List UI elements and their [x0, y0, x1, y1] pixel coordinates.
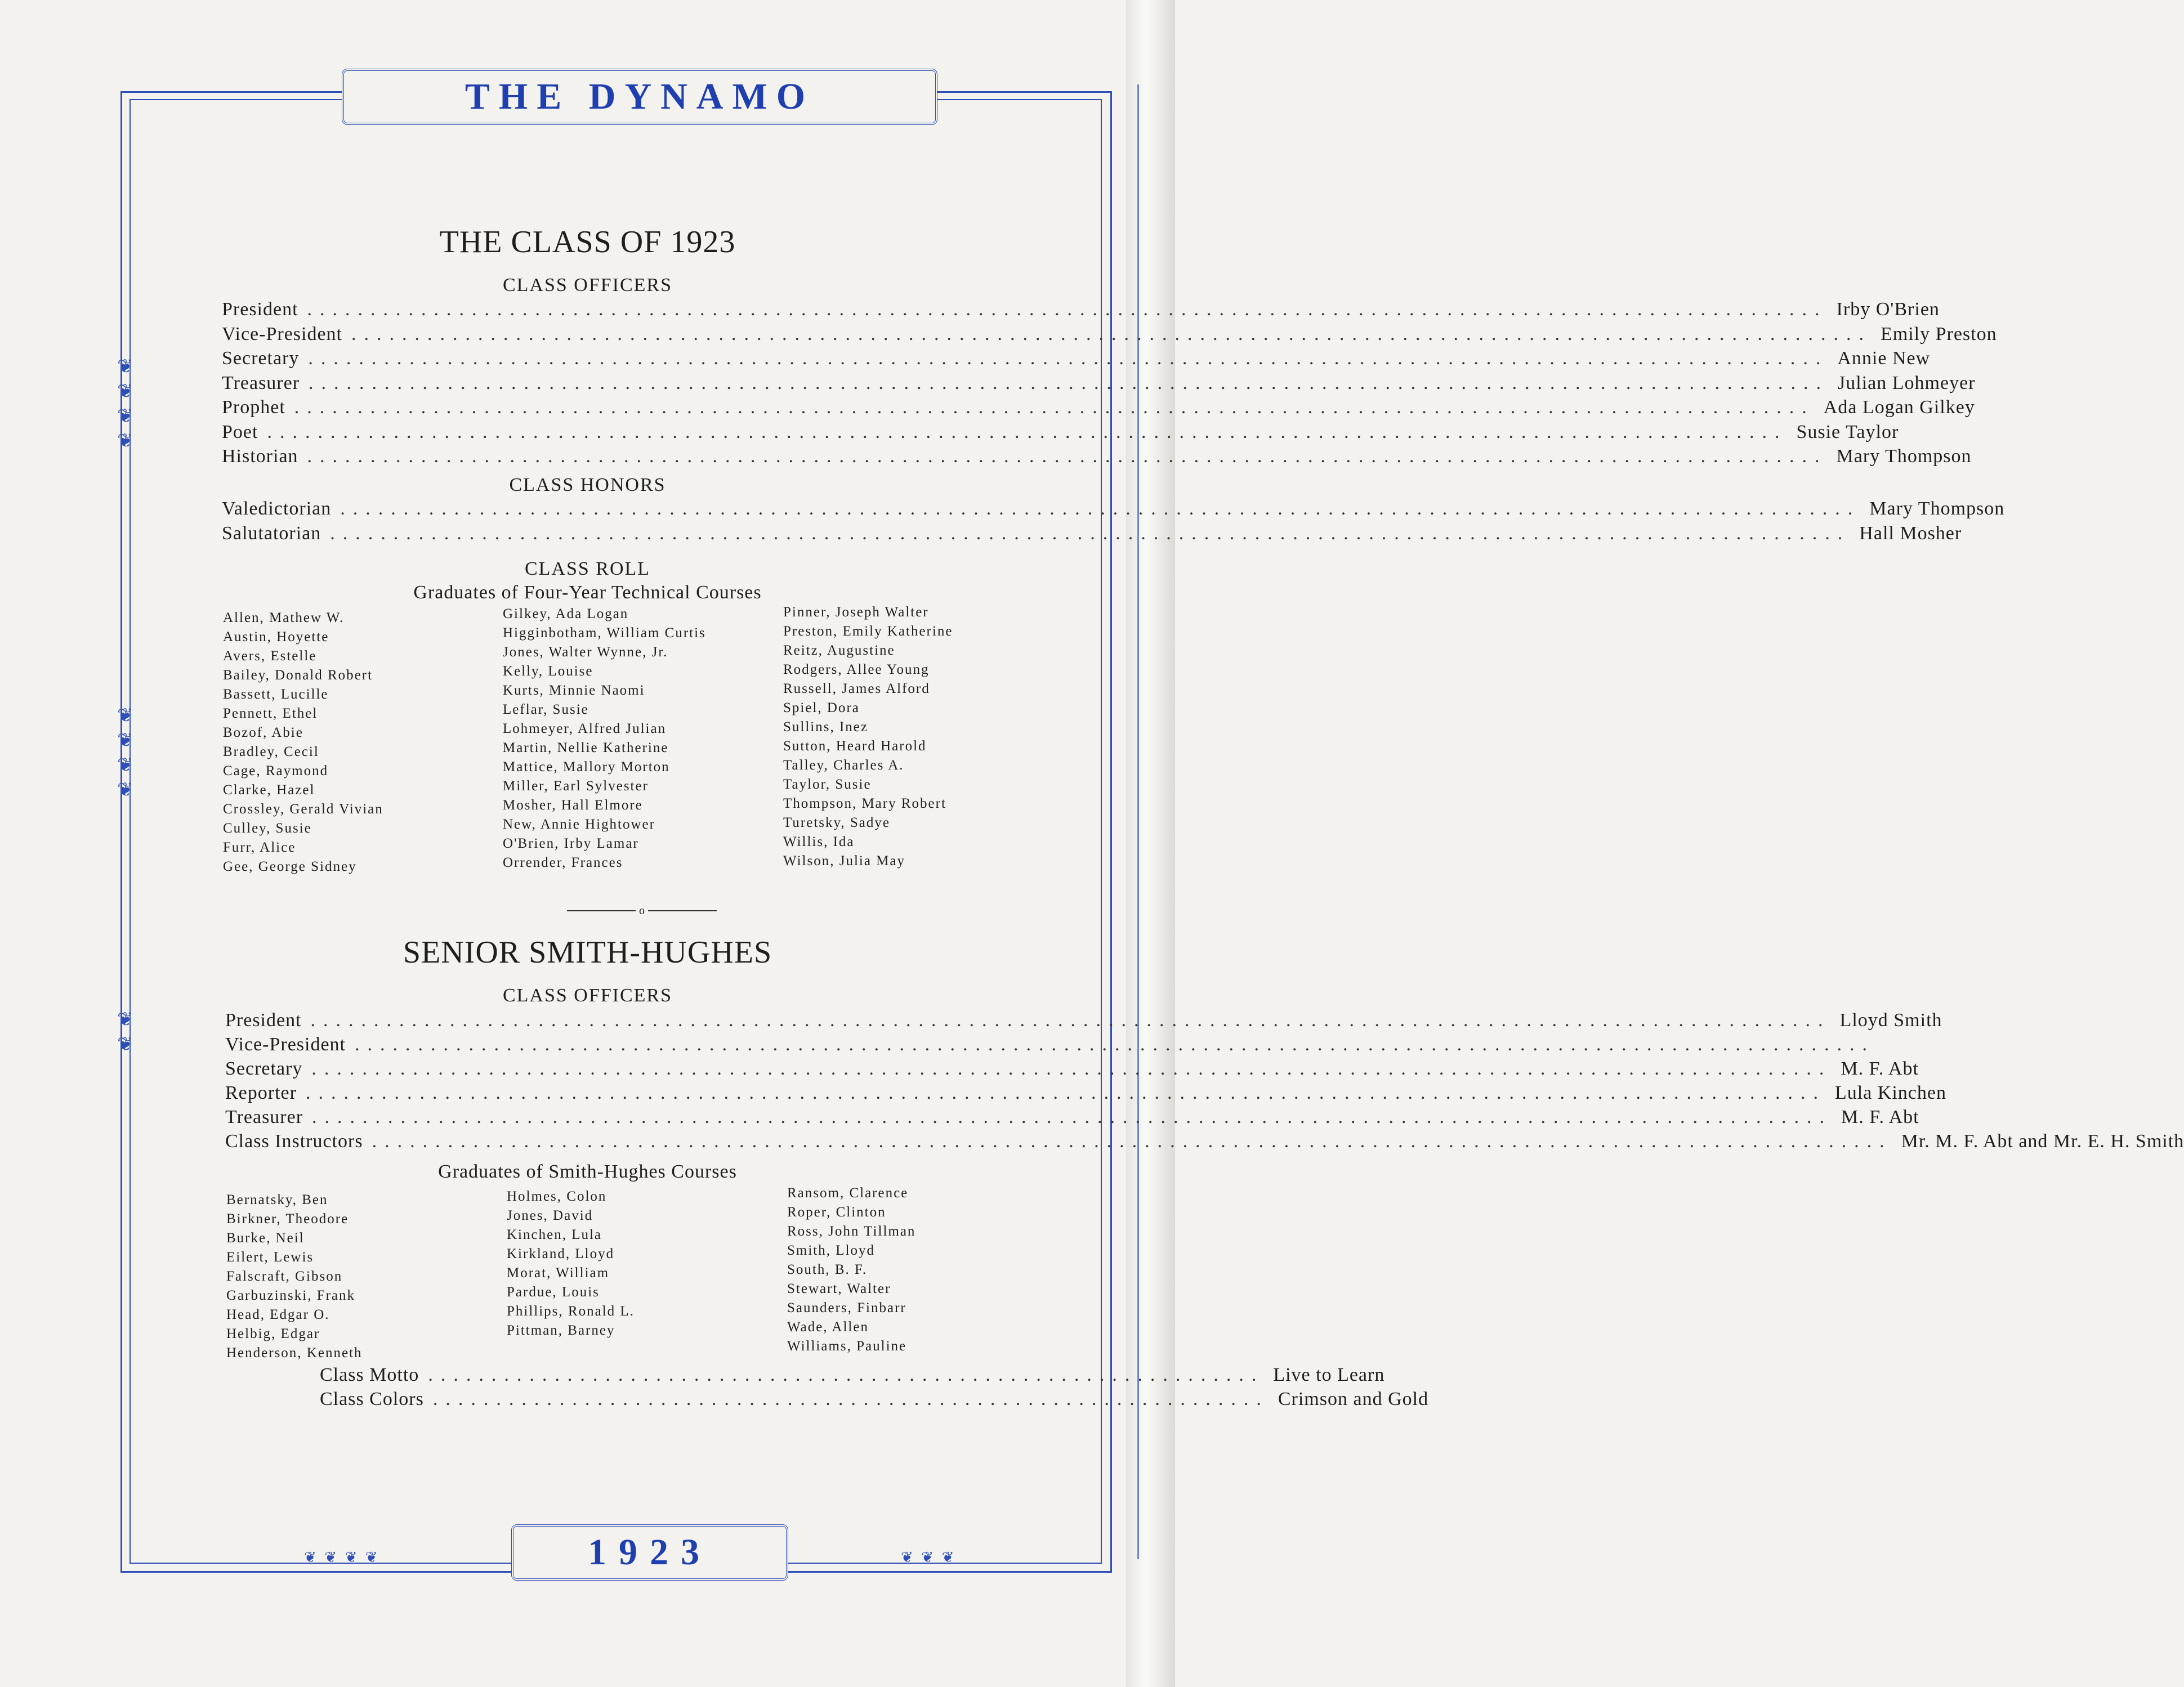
- class-roll-heading: CLASS ROLL: [524, 558, 651, 579]
- graduate-name: Pennett, Ethel: [223, 706, 318, 721]
- graduate-name: Sullins, Inez: [783, 719, 868, 735]
- graduate-name: Rodgers, Allee Young: [783, 662, 930, 677]
- sh-graduate-name: Saunders, Finbarr: [787, 1300, 906, 1315]
- sh-graduate-name: Ross, John Tillman: [787, 1224, 916, 1239]
- officer-row: Secretary ........................................................................................................................ Annie New: [222, 348, 1931, 369]
- graduate-name: Taylor, Susie: [783, 777, 872, 792]
- class-officers-heading: CLASS OFFICERS: [502, 275, 673, 296]
- sh-officer-row: Treasurer ........................................................................................................................ M. F. Abt: [225, 1107, 1919, 1127]
- sh-graduate-name: Phillips, Ronald L.: [507, 1304, 635, 1319]
- sh-officer-row: Vice-President ........................................................................................................................: [225, 1034, 1875, 1055]
- sh-graduate-name: South, B. F.: [787, 1262, 868, 1277]
- officer-name: Emily Preston: [1881, 323, 1997, 344]
- graduate-name: Bassett, Lucille: [223, 687, 329, 702]
- footer-year: 1923: [588, 1532, 712, 1573]
- graduate-name: Cage, Raymond: [223, 763, 329, 778]
- sh-officer-row: Reporter ........................................................................................................................ Lula Kinchen: [225, 1082, 1946, 1103]
- graduate-column: [223, 608, 383, 876]
- sh-graduate-name: Wade, Allen: [787, 1319, 869, 1335]
- sh-graduate-name: Falscraft, Gibson: [226, 1269, 343, 1284]
- sh-graduate-name: Helbig, Edgar: [226, 1326, 320, 1341]
- graduate-name: Turetsky, Sadye: [783, 815, 890, 830]
- sh-graduate-name: Stewart, Walter: [787, 1281, 891, 1296]
- graduate-name: Gee, George Sidney: [223, 859, 357, 874]
- graduate-name: Thompson, Mary Robert: [783, 796, 946, 811]
- graduate-name: New, Annie Hightower: [503, 817, 655, 832]
- officer-label: Prophet: [222, 397, 285, 418]
- honor-label: Salutatorian: [222, 522, 321, 544]
- graduate-name: Furr, Alice: [223, 840, 296, 855]
- officer-name: Susie Taylor: [1796, 421, 1899, 442]
- sh-officer-label: Class Instructors: [225, 1131, 363, 1152]
- graduate-name: Jones, Walter Wynne, Jr.: [503, 645, 668, 660]
- officer-row: Vice-President ........................................................................................................................ Emily Preston: [222, 323, 1997, 344]
- smith-hughes-officers-heading: CLASS OFFICERS: [502, 985, 673, 1006]
- publication-title: THE DYNAMO: [465, 76, 815, 117]
- sh-officer-name: Lula Kinchen: [1834, 1082, 1946, 1103]
- class-colors-label: Class Colors: [320, 1389, 424, 1409]
- sh-officer-row: President ........................................................................................................................ Lloyd Smith: [225, 1010, 1942, 1031]
- officer-row: Treasurer ........................................................................................................................ Julian Lohmeyer: [222, 372, 1976, 393]
- sh-officer-name: Mr. M. F. Abt and Mr. E. H. Smith: [1901, 1131, 2184, 1152]
- sh-graduate-name: Smith, Lloyd: [787, 1243, 875, 1258]
- leaf-ornament-icon: ❦ ❦ ❦ ❦: [117, 705, 133, 800]
- officer-name: Julian Lohmeyer: [1838, 372, 1976, 393]
- footer-plaque: [511, 1524, 788, 1581]
- graduate-name: Leflar, Susie: [503, 702, 589, 717]
- sh-graduate-column: [787, 1184, 915, 1356]
- graduate-name: Austin, Hoyette: [223, 629, 329, 645]
- sh-graduate-name: Kinchen, Lula: [507, 1227, 602, 1242]
- honor-row: Salutatorian ........................................................................................................................ Hall Mosher: [222, 522, 1962, 544]
- class-honors-heading: CLASS HONORS: [509, 475, 666, 495]
- graduate-name: Pinner, Joseph Walter: [783, 605, 929, 620]
- section-divider: o: [567, 905, 717, 916]
- sh-graduate-column: [226, 1191, 363, 1363]
- sh-graduate-name: Bernatsky, Ben: [226, 1192, 328, 1207]
- graduate-name: Kurts, Minnie Naomi: [503, 683, 645, 698]
- honor-name: Mary Thompson: [1869, 498, 2005, 519]
- graduate-name: Mattice, Mallory Morton: [503, 759, 670, 775]
- honor-label: Valedictorian: [222, 498, 332, 519]
- officer-name: Irby O'Brien: [1836, 299, 1940, 320]
- officer-label: Poet: [222, 421, 258, 442]
- officer-label: Vice-President: [222, 323, 342, 344]
- officer-name: Annie New: [1837, 348, 1931, 369]
- class-motto-label: Class Motto: [320, 1364, 419, 1385]
- leaf-ornament-icon: ❦ ❦: [117, 1009, 133, 1055]
- sh-graduate-name: Pardue, Louis: [507, 1285, 600, 1300]
- graduate-name: Miller, Earl Sylvester: [503, 778, 649, 794]
- sh-officer-label: Secretary: [225, 1058, 303, 1079]
- sh-graduate-name: Holmes, Colon: [507, 1189, 607, 1204]
- graduate-name: Bozof, Abie: [223, 725, 303, 740]
- sh-graduate-name: Garbuzinski, Frank: [226, 1288, 356, 1303]
- sh-officer-label: Reporter: [225, 1082, 297, 1103]
- officer-name: Mary Thompson: [1836, 446, 1972, 467]
- officer-row: Poet ........................................................................................................................ Susie Taylor: [222, 421, 1899, 442]
- sh-graduate-name: Williams, Pauline: [787, 1339, 907, 1354]
- sh-graduate-name: Henderson, Kenneth: [226, 1345, 363, 1361]
- sh-graduate-name: Burke, Neil: [226, 1230, 305, 1246]
- class-motto-row: Class Motto .................................................................. Live to Learn: [320, 1364, 1385, 1385]
- sh-graduate-name: Jones, David: [507, 1208, 593, 1223]
- graduate-name: Wilson, Julia May: [783, 853, 906, 869]
- sh-graduate-name: Ransom, Clarence: [787, 1185, 909, 1201]
- section-title-class-of-1923: THE CLASS OF 1923: [439, 225, 736, 259]
- graduate-name: Clarke, Hazel: [223, 782, 315, 798]
- officer-row: Prophet ........................................................................................................................ Ada Logan Gilkey: [222, 397, 1975, 418]
- graduate-name: Higginbotham, William Curtis: [503, 625, 706, 641]
- sh-officer-label: Treasurer: [225, 1107, 303, 1127]
- graduate-name: O'Brien, Irby Lamar: [503, 836, 639, 851]
- honor-row: Valedictorian ........................................................................................................................ Mary Thompson: [222, 498, 2005, 519]
- leaf-ornament-icon: ❦ ❦ ❦ ❦: [117, 356, 133, 451]
- graduate-name: Willis, Ida: [783, 834, 855, 849]
- sh-officer-row: Secretary ........................................................................................................................ M. F. Abt: [225, 1058, 1919, 1079]
- honor-name: Hall Mosher: [1859, 522, 1962, 544]
- officer-label: Secretary: [222, 348, 300, 369]
- graduate-name: Talley, Charles A.: [783, 758, 904, 773]
- graduate-name: Russell, James Alford: [783, 681, 930, 696]
- sh-officer-name: M. F. Abt: [1841, 1107, 1919, 1127]
- graduate-name: Lohmeyer, Alfred Julian: [503, 721, 667, 736]
- leaf-ornament-icon: ❦ ❦ ❦: [901, 1549, 957, 1565]
- class-colors-value: Crimson and Gold: [1278, 1389, 1429, 1409]
- sh-officer-name: M. F. Abt: [1841, 1058, 1919, 1079]
- sh-officer-label: President: [225, 1010, 302, 1031]
- leaf-ornament-icon: ❦ ❦ ❦ ❦: [304, 1549, 380, 1565]
- graduate-name: Mosher, Hall Elmore: [503, 798, 643, 813]
- sh-graduate-name: Eilert, Lewis: [226, 1250, 314, 1265]
- sh-graduate-name: Kirkland, Lloyd: [507, 1246, 615, 1261]
- graduate-column: [783, 603, 953, 871]
- graduate-column: [503, 605, 706, 872]
- sh-graduate-name: Birkner, Theodore: [226, 1211, 349, 1227]
- graduate-name: Culley, Susie: [223, 821, 312, 836]
- sh-graduate-name: Head, Edgar O.: [226, 1307, 330, 1322]
- graduate-name: Spiel, Dora: [783, 700, 860, 715]
- graduate-name: Gilkey, Ada Logan: [503, 606, 629, 621]
- graduate-name: Kelly, Louise: [503, 664, 593, 679]
- graduate-name: Bailey, Donald Robert: [223, 668, 373, 683]
- class-colors-row: Class Colors .................................................................. Crimson and Gold: [320, 1389, 1429, 1409]
- graduate-name: Martin, Nellie Katherine: [503, 740, 669, 755]
- sh-graduate-column: [507, 1187, 635, 1340]
- graduate-name: Preston, Emily Katherine: [783, 624, 953, 639]
- header-plaque: [342, 69, 937, 125]
- sh-graduate-name: Pittman, Barney: [507, 1323, 615, 1338]
- officer-label: President: [222, 299, 298, 320]
- class-motto-value: Live to Learn: [1273, 1364, 1385, 1385]
- officer-name: Ada Logan Gilkey: [1823, 397, 1975, 418]
- sh-officer-name: Lloyd Smith: [1839, 1010, 1942, 1031]
- sh-graduate-name: Roper, Clinton: [787, 1205, 886, 1220]
- sh-officer-row: Class Instructors ........................................................................................................................ Mr. M. F. Abt and Mr. E. H. Smith: [225, 1131, 2184, 1152]
- sh-officer-label: Vice-President: [225, 1034, 346, 1055]
- graduate-name: Bradley, Cecil: [223, 744, 319, 759]
- graduate-name: Reitz, Augustine: [783, 643, 895, 658]
- graduate-name: Avers, Estelle: [223, 648, 317, 664]
- sh-graduate-name: Morat, William: [507, 1265, 610, 1281]
- smith-hughes-grads-heading: Graduates of Smith-Hughes Courses: [438, 1161, 737, 1182]
- class-roll-subheading: Graduates of Four-Year Technical Courses: [413, 582, 762, 603]
- graduate-name: Orrender, Frances: [503, 855, 623, 870]
- officer-row: President ........................................................................................................................ Irby O'Brien: [222, 299, 1940, 320]
- officer-row: Historian ........................................................................................................................ Mary Thompson: [222, 446, 1972, 467]
- graduate-name: Sutton, Heard Harold: [783, 739, 927, 754]
- section-title-smith-hughes: SENIOR SMITH-HUGHES: [403, 935, 772, 970]
- graduate-name: Crossley, Gerald Vivian: [223, 802, 383, 817]
- officer-label: Historian: [222, 446, 298, 467]
- officer-label: Treasurer: [222, 372, 300, 393]
- graduate-name: Allen, Mathew W.: [223, 610, 345, 625]
